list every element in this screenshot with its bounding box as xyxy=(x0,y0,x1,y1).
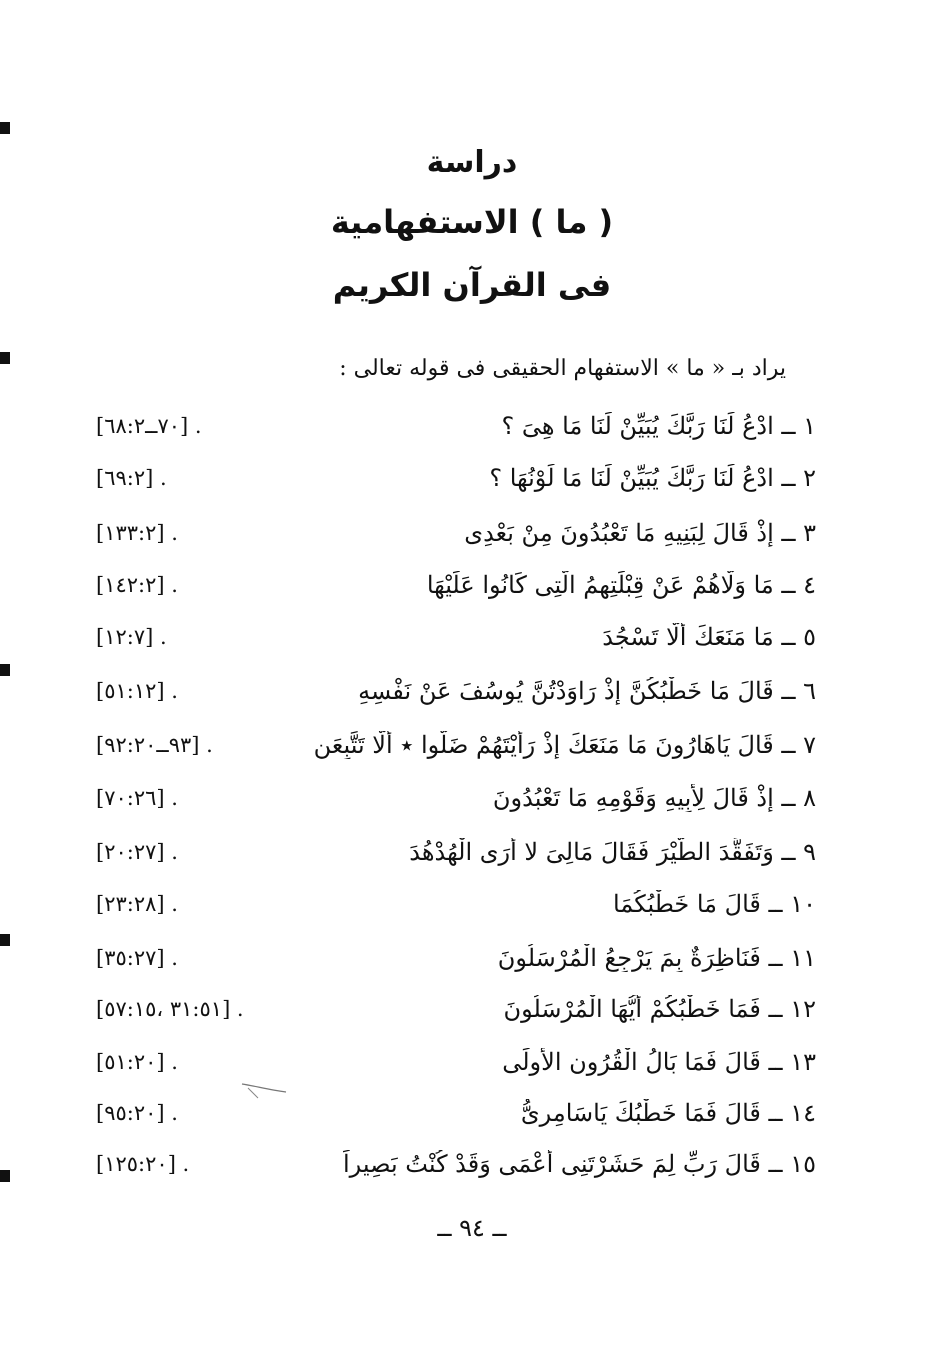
verse-text: ٦ ــ قَالَ مَا خَطْبُكُنَّ إِذْ رَاوَدْتُنَّ يُوسُفَ عَنْ نَفْسِهِ xyxy=(358,677,816,705)
verse-reference: . [٦٩:٢] xyxy=(96,466,167,490)
list-item xyxy=(0,1150,944,1194)
verse-reference: . [٣٥:٢٧] xyxy=(96,946,178,970)
verse-text: ١٤ ــ قَالَ فَمَا خَطْبُكَ يَاسَامِرِىُّ xyxy=(520,1099,816,1127)
verse-text: ١٣ ــ قَالَ فَمَا بَالُ الْقُرُونِ الأُولَى xyxy=(502,1048,816,1076)
scan-edge-mark xyxy=(0,352,10,364)
verse-text: ٨ ــ إِذْ قَالَ لِأَبِيهِ وَقَوْمِهِ مَا تَعْبُدُونَ xyxy=(492,784,816,812)
heading-line-3: فى القرآن الكريم xyxy=(332,266,612,304)
verse-text: ١٢ ــ فَمَا خَطْبُكُمْ أَيُّهَا الْمُرْسَلُونَ xyxy=(503,995,816,1023)
list-item xyxy=(0,623,944,667)
verse-text: ٢ ــ ادْعُ لَنَا رَبَّكَ يُبَيِّنْ لَنَا مَا لَوْنُهَا ؟ xyxy=(489,464,816,492)
verse-reference: . [١٢٥:٢٠] xyxy=(96,1152,190,1176)
verse-reference: . [٢٠:٢٧] xyxy=(96,840,178,864)
list-item xyxy=(0,784,944,828)
scan-edge-mark xyxy=(0,122,10,134)
list-item xyxy=(0,890,944,934)
list-item xyxy=(0,995,944,1039)
verse-text: ٥ ــ مَا مَنَعَكَ أَلَّا تَسْجُدَ xyxy=(602,623,816,651)
list-item xyxy=(0,838,944,882)
list-item xyxy=(0,944,944,988)
verse-text: ١ ــ ادْعُ لَنَا رَبَّكَ يُبَيِّنْ لَنَا مَا هِىَ ؟ xyxy=(501,412,816,440)
verse-reference: . [٩٣ــ٩٢:٢٠] xyxy=(96,733,213,757)
verse-text: ١٠ ــ قَالَ مَا خَطْبُكُمَا xyxy=(613,890,816,918)
verse-reference: . [٢٣:٢٨] xyxy=(96,892,178,916)
verse-reference: . [٧٠:٢٦] xyxy=(96,786,178,810)
verse-text: ٣ ــ إِذْ قَالَ لِبَنِيهِ مَا تَعْبُدُونَ مِنْ بَعْدِى xyxy=(464,519,816,547)
verse-text: ٩ ــ وَتَفَقَّدَ الطَّيْرَ فَقَالَ مَالِىَ لا أَرَى الْهُدْهُدَ xyxy=(409,838,816,866)
verse-reference: . [٩٥:٢٠] xyxy=(96,1101,178,1125)
verse-reference: . [١٢:٧] xyxy=(96,625,167,649)
list-item xyxy=(0,677,944,721)
verse-reference: . [٥١:٢٠] xyxy=(96,1050,178,1074)
verse-text: ٧ ــ قَالَ يَاهَارُونَ مَا مَنَعَكَ إِذْ رَأَيْتَهُمْ ضَلُّوا ٭ أَلَّا تَتَّبِعَنِ xyxy=(313,731,816,759)
intro-text: يراد بـ « ما » الاستفهام الحقيقى فى قوله تعالى : xyxy=(339,356,786,381)
verse-reference: . [١٣٣:٢] xyxy=(96,521,178,545)
list-item xyxy=(0,519,944,563)
list-item xyxy=(0,412,944,456)
list-item xyxy=(0,464,944,508)
verse-reference: . [٧٠ــ٦٨:٢] xyxy=(96,414,202,438)
list-item xyxy=(0,1048,944,1092)
list-item xyxy=(0,1099,944,1143)
verse-text: ١١ ــ فَنَاظِرَةٌ بِمَ يَرْجِعُ الْمُرْسَلُونَ xyxy=(497,944,816,972)
verse-reference: . [٣١:٥١ ،٥٧:١٥] xyxy=(96,997,244,1021)
verse-reference: . [١٤٢:٢] xyxy=(96,573,178,597)
page-number: ــ ٩٤ ــ xyxy=(437,1214,507,1242)
verse-text: ٤ ــ مَا وَلَّاهُمْ عَنْ قِبْلَتِهِمُ الَّتِى كَانُوا عَلَيْهَا xyxy=(426,571,816,599)
pen-stroke-mark xyxy=(240,1080,290,1100)
verse-reference: . [٥١:١٢] xyxy=(96,679,178,703)
verse-text: ١٥ ــ قَالَ رَبِّ لِمَ حَشَرْتَنِى أَعْمَى وَقَدْ كُنْتُ بَصِيراً xyxy=(342,1150,816,1178)
list-item xyxy=(0,571,944,615)
list-item xyxy=(0,731,944,775)
heading-line-1: دراسة xyxy=(426,145,518,180)
heading-line-2: ( ما ) الاستفهامية xyxy=(330,203,614,241)
